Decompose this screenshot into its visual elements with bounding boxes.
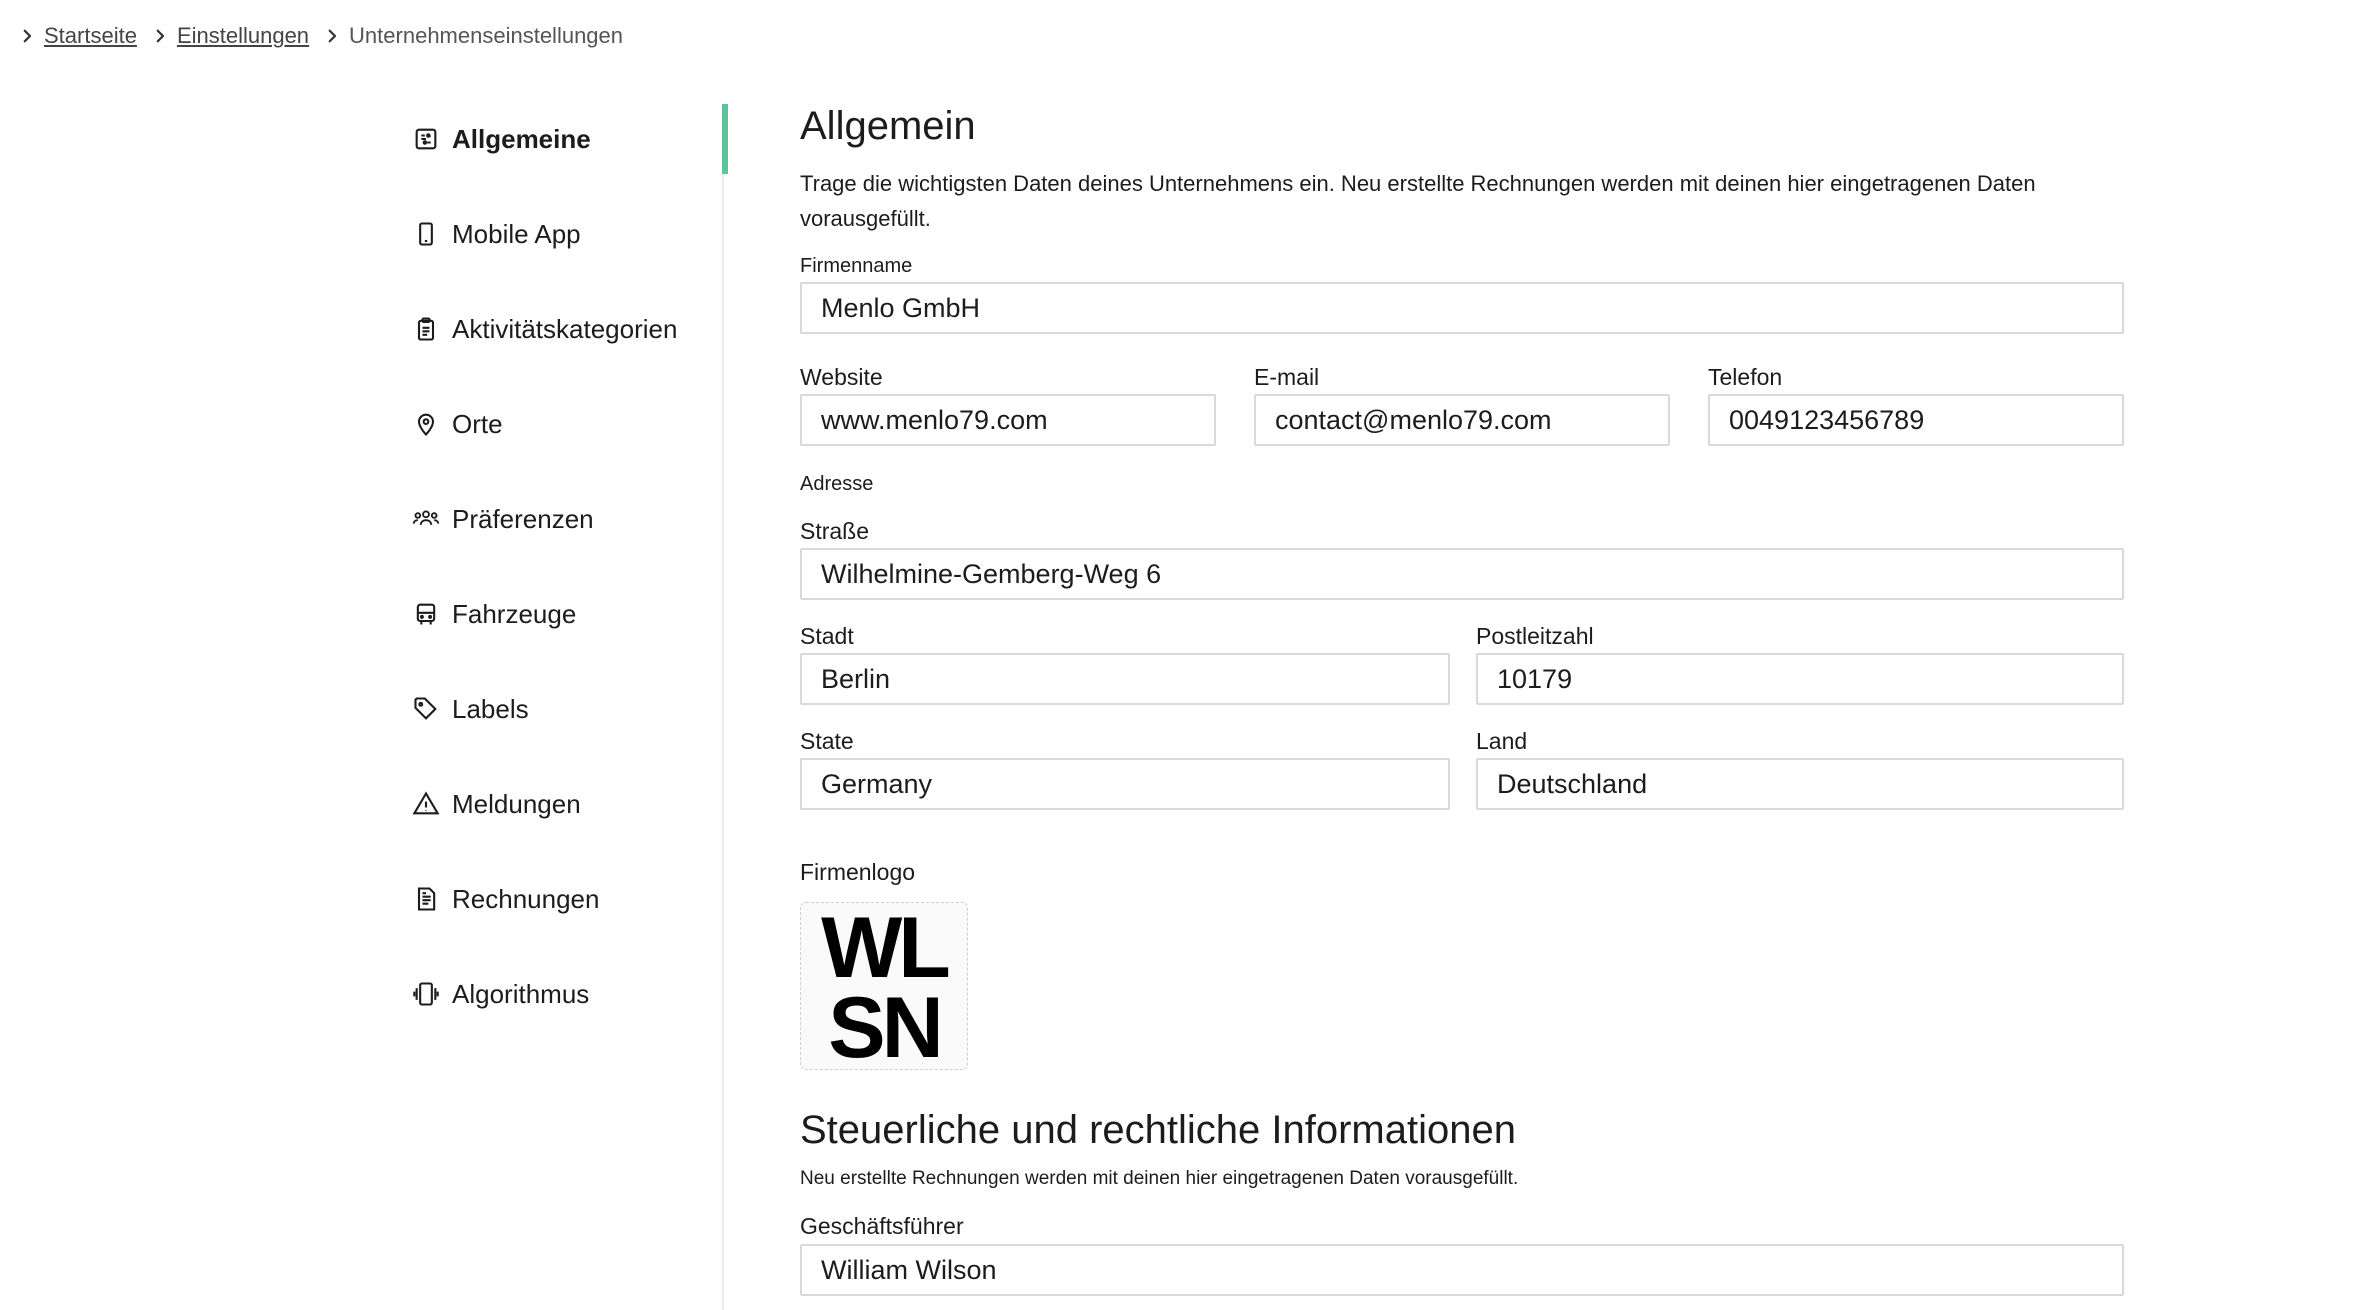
warning-icon	[412, 790, 440, 818]
street-label: Straße	[800, 518, 870, 544]
location-pin-icon	[412, 410, 440, 438]
email-input[interactable]	[1254, 394, 1670, 446]
sidebar-item-aktivitaetskategorien[interactable]	[412, 294, 724, 364]
general-section-description: Trage die wichtigsten Daten deines Unternehmens ein. Neu erstellte Rechnungen werden mit deinen hier eingetragenen Daten vorausgefüllt.	[800, 171, 2036, 231]
sidebar-item-rechnungen[interactable]	[412, 864, 724, 934]
breadcrumb-item-home[interactable]	[18, 23, 137, 49]
users-group-icon	[412, 505, 440, 533]
sidebar-item-label: Orte	[452, 408, 503, 439]
chevron-right-icon	[151, 27, 169, 45]
city-label: Stadt	[800, 623, 854, 649]
general-section-title: Allgemein	[800, 104, 976, 148]
state-label: State	[800, 728, 854, 754]
address-heading: Adresse	[800, 473, 874, 495]
country-label: Land	[1476, 728, 1528, 754]
breadcrumb-item-settings[interactable]	[151, 23, 309, 49]
sidebar-item-praeferenzen[interactable]	[412, 484, 724, 554]
general-settings-icon	[412, 125, 440, 153]
sidebar-item-allgemeine[interactable]	[412, 104, 724, 174]
website-label: Website	[800, 364, 883, 390]
sidebar-item-algorithmus[interactable]	[412, 959, 724, 1029]
sidebar-item-label: Meldungen	[452, 788, 581, 819]
settings-sidebar	[412, 104, 724, 1310]
city-input[interactable]	[800, 653, 1450, 705]
zip-label: Postleitzahl	[1476, 623, 1594, 649]
company-logo-upload[interactable]	[800, 902, 968, 1070]
algorithm-icon	[412, 980, 440, 1008]
email-label: E-mail	[1254, 364, 1320, 390]
bus-icon	[412, 600, 440, 628]
sidebar-item-label: Aktivitätskategorien	[452, 313, 678, 344]
clipboard-icon	[412, 315, 440, 343]
sidebar-item-label: Mobile App	[452, 218, 581, 249]
sidebar-item-labels[interactable]	[412, 674, 724, 744]
sidebar-item-label: Präferenzen	[452, 503, 594, 534]
document-icon	[412, 885, 440, 913]
sidebar-item-mobile-app[interactable]	[412, 199, 724, 269]
breadcrumb-current: Unternehmenseinstellungen	[349, 23, 624, 48]
mobile-phone-icon	[412, 220, 440, 248]
svg-text:WL: WL	[821, 911, 947, 996]
breadcrumb-link-settings[interactable]: Einstellungen	[176, 23, 310, 48]
sidebar-item-label: Labels	[452, 693, 529, 724]
tag-icon	[412, 695, 440, 723]
svg-text:SN: SN	[828, 980, 940, 1061]
country-input[interactable]	[1476, 758, 2124, 810]
company-name-input[interactable]	[800, 282, 2124, 334]
company-name-label: Firmenname	[800, 255, 913, 277]
breadcrumb	[18, 20, 637, 52]
breadcrumb-link-home[interactable]: Startseite	[44, 23, 137, 48]
zip-input[interactable]	[1476, 653, 2124, 705]
chevron-right-icon	[323, 27, 341, 45]
legal-section-title: Steuerliche und rechtliche Informationen	[800, 1108, 1516, 1152]
sidebar-item-label: Algorithmus	[452, 978, 590, 1009]
phone-label: Telefon	[1708, 364, 1783, 390]
website-input[interactable]	[800, 394, 1216, 446]
street-input[interactable]	[800, 548, 2124, 600]
sidebar-item-orte[interactable]	[412, 389, 724, 459]
sidebar-item-meldungen[interactable]	[412, 769, 724, 839]
company-logo-label: Firmenlogo	[800, 859, 916, 885]
chevron-right-icon	[18, 27, 36, 45]
manager-input[interactable]	[800, 1244, 2124, 1296]
phone-input[interactable]	[1708, 394, 2124, 446]
breadcrumb-item-current	[323, 23, 623, 49]
state-input[interactable]	[800, 758, 1450, 810]
manager-label: Geschäftsführer	[800, 1213, 964, 1239]
sidebar-item-label: Allgemeine	[452, 123, 591, 154]
active-indicator	[722, 104, 728, 174]
legal-section-description: Neu erstellte Rechnungen werden mit deinen hier eingetragenen Daten vorausgefüllt.	[800, 1168, 1519, 1189]
sidebar-item-label: Fahrzeuge	[452, 598, 577, 629]
sidebar-item-fahrzeuge[interactable]	[412, 579, 724, 649]
sidebar-item-label: Rechnungen	[452, 883, 600, 914]
company-logo-image	[809, 911, 959, 1061]
